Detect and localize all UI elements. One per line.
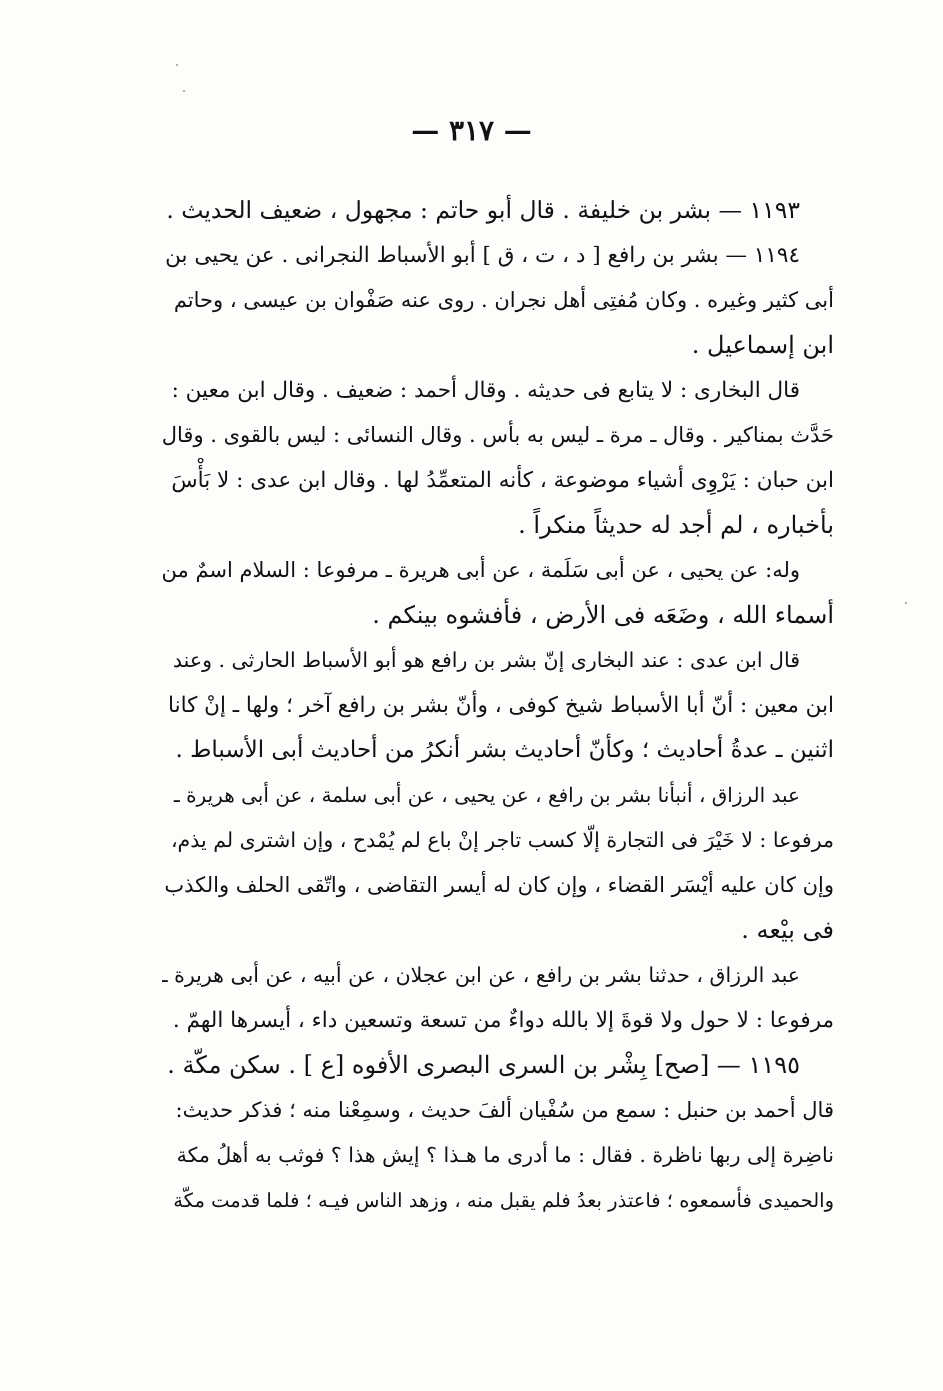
scan-speck	[183, 90, 185, 92]
text-line: وله: عن يحيى ، عن أبى سَلَمة ، عن أبى هريرة ـ مرفوعا : السلام اسمٌ من	[162, 558, 800, 582]
page-number: — ٣١٧ —	[411, 114, 532, 147]
text-line: ١١٩٤ — بشر بن رافع [ د ، ت ، ق ] أبو الأسباط النجرانى . عن يحيى بن	[165, 243, 800, 268]
text-line: قال ابن عدى : عند البخارى إنّ بشر بن رافع هو أبو الأسباط الحارثى . وعند	[172, 648, 800, 672]
text-line: مرفوعا : لا خَيْرَ فى التجارة إلّا كسب تاجر إنْ باع لم يُمْدح ، وإن اشترى لم يذم،	[170, 828, 834, 852]
body-text	[162, 188, 834, 1223]
text-line: وإن كان عليه أيْسَر القضاء ، وإن كان له أيسر التقاضى ، واتّقى الحلف والكذب	[164, 873, 834, 897]
text-line: أبى كثير وغيره . وكان مُفتِى أهل نجران . روى عنه صَفْوان بن عيسى ، وحاتم	[173, 288, 834, 312]
text-line: ١١٩٣ — بشر بن خليفة . قال أبو حاتم : مجهول ، ضعيف الحديث .	[166, 196, 800, 224]
text-line: عبد الرزاق ، حدثنا بشر بن رافع ، عن ابن عجلان ، عن أبيه ، عن أبى هريرة ـ	[162, 963, 800, 987]
text-line: أسماء الله ، وضَعَه فى الأرض ، فأفشوه بينكم .	[372, 601, 834, 629]
text-line: والحميدى فأسمعوه ؛ فاعتذر بعدُ فلم يقبل منه ، وزهد الناس فيـه ؛ فلما قدمت مكّة	[173, 1189, 834, 1212]
text-line: ابن إسماعيل .	[691, 331, 834, 359]
text-line: ابن حبان : يَرْوِى أشياء موضوعة ، كأنه المتعمِّدُ لها . وقال ابن عدى : لا بَأْسَ	[171, 468, 834, 493]
text-line: حَدَّث بمناكير . وقال ـ مرة ـ ليس به بأس . وقال النسائى : ليس بالقوى . وقال	[162, 423, 834, 447]
scan-speck	[176, 64, 178, 66]
text-line: فى بيْعه .	[741, 916, 834, 944]
text-line: قال أحمد بن حنبل : سمع من سُفْيان ألفَ حديث ، وسمِعْنا منه ؛ فذكر حديث:	[175, 1098, 834, 1122]
scan-speck	[905, 602, 907, 604]
text-line: ناضِرة إلى ربها ناظرة . فقال : ما أدرى ما هـذا ؟ إيش هذا ؟ فوثب به أهلُ مكة	[176, 1143, 834, 1167]
text-line: مرفوعا : لا حول ولا قوةَ إلا بالله دواءٌ من تسعة وتسعين داء ، أيسرها الهمّ .	[172, 1008, 834, 1033]
text-line: ١١٩٥ — [صح] بِشْر بن السرى البصرى الأفوه [ع ] . سكن مكّة .	[167, 1051, 800, 1079]
text-line: ابن معين : أنّ أبا الأسباط شيخ كوفى ، وأنّ بشر بن رافع آخر ؛ ولها ـ إنْ كانا	[168, 693, 834, 718]
text-line: قال البخارى : لا يتابع فى حديثه . وقال أحمد : ضعيف . وقال ابن معين :	[171, 378, 800, 403]
text-line: اثنين ـ عدةُ أحاديث ؛ وكأنّ أحاديث بشر أنكرُ من أحاديث أبى الأسباط .	[175, 737, 834, 763]
text-line: بأخباره ، لم أجد له حديثاً منكراً .	[518, 511, 834, 539]
text-line: عبد الرزاق ، أنبأنا بشر بن رافع ، عن يحيى ، عن أبى سلمة ، عن أبى هريرة ـ	[173, 783, 800, 807]
